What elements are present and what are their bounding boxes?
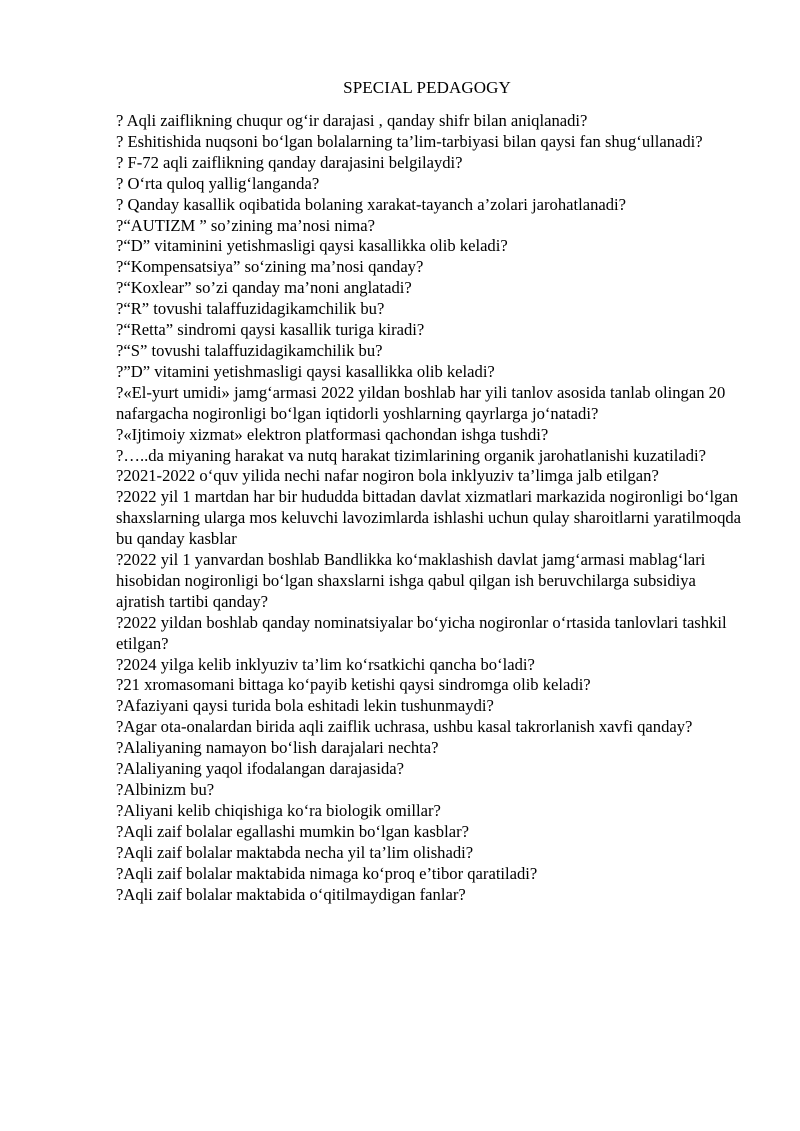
question-item: ?“Retta” sindromi qaysi kasallik turiga kiradi? [116, 320, 425, 340]
question-item: ?“D” vitaminini yetishmasligi qaysi kasallikka olib keladi? [116, 236, 508, 256]
question-item: ?2024 yilga kelib inklyuziv ta’lim ko‘rsatkichi qancha bo‘ladi? [116, 654, 535, 674]
question-list [116, 111, 742, 905]
question-item: ?2022 yildan boshlab qanday nominatsiyalar bo‘yicha nogironlar o‘rtasida tanlovlari tashkil etilgan? [116, 612, 727, 653]
question-item: ?Albinizm bu? [116, 780, 215, 799]
question-item: ?Alaliyaning yaqol ifodalangan darajasida? [116, 759, 404, 779]
question-item: ?2022 yil 1 martdan har bir hududda bittadan davlat xizmatlari markazida nogironligi bo‘lgan shaxslarning ularga mos keluvchi lavozimlarda ishlashi uchun qulay sharoitlarni yaratilmoqda bu qanday kasblar [116, 487, 742, 549]
question-item: ?«El-yurt umidi» jamg‘armasi 2022 yildan boshlab har yili tanlov asosida tanlab olingan 20 nafargacha nogironligi bo‘lgan iqtidorli yoshlarning qayrlarga jo‘natadi? [116, 382, 726, 423]
question-item: ?21 xromasomani bittaga ko‘payib ketishi qaysi sindromga olib keladi? [116, 675, 591, 695]
question-item: ? F-72 aqli zaiflikning qanday darajasini belgilaydi? [116, 152, 463, 172]
question-item: ? Eshitishida nuqsoni bo‘lgan bolalarning ta’lim-tarbiyasi bilan qaysi fan shug‘ullanadi? [116, 131, 703, 151]
question-item: ?Alaliyaning namayon bo‘lish darajalari nechta? [116, 738, 439, 758]
question-item: ?…..da miyaning harakat va nutq harakat tizimlarining organik jarohatlanishi kuzatiladi? [116, 445, 706, 465]
question-item: ? Aqli zaiflikning chuqur og‘ir darajasi , qanday shifr bilan aniqlanadi? [116, 111, 588, 130]
question-item: ?Agar ota-onalardan birida aqli zaiflik uchrasa, ushbu kasal takrorlanish xavfi qanday? [116, 717, 693, 737]
question-item: ?Aqli zaif bolalar maktabida nimaga ko‘proq e’tibor qaratiladi? [116, 863, 538, 883]
question-item: ?“AUTIZM ” so’zining ma’nosi nima? [116, 215, 375, 235]
question-item: ?Aqli zaif bolalar maktabida o‘qitilmaydigan fanlar? [116, 884, 466, 904]
question-item: ? Qanday kasallik oqibatida bolaning xarakat-tayanch a’zolari jarohatlanadi? [116, 194, 627, 214]
question-item: ?Afaziyani qaysi turida bola eshitadi lekin tushunmaydi? [116, 696, 494, 716]
page-title: SPECIAL PEDAGOGY [343, 78, 511, 97]
question-item: ?“R” tovushi talaffuzidagikamchilik bu? [116, 299, 385, 319]
question-item: ?“Koxlear” so’zi qanday ma’noni anglatadi? [116, 278, 412, 298]
question-item: ?2021-2022 o‘quv yilida nechi nafar nogiron bola inklyuziv ta’limga jalb etilgan? [116, 466, 659, 486]
question-item: ?Aliyani kelib chiqishiga ko‘ra biologik omillar? [116, 800, 441, 820]
question-item: ? O‘rta quloq yallig‘langanda? [116, 173, 320, 193]
question-item: ?”D” vitamini yetishmasligi qaysi kasallikka olib keladi? [116, 361, 495, 381]
question-item: ?“Kompensatsiya” so‘zining ma’nosi qanday? [116, 257, 424, 277]
question-item: ?“S” tovushi talaffuzidagikamchilik bu? [116, 340, 383, 360]
question-item: ?Aqli zaif bolalar maktabda necha yil ta’lim olishadi? [116, 842, 474, 862]
question-item: ?«Ijtimoiy xizmat» elektron platformasi qachondan ishga tushdi? [116, 424, 549, 444]
question-item: ?2022 yil 1 yanvardan boshlab Bandlikka ko‘maklashish davlat jamg‘armasi mablag‘lari hisobidan nogironligi bo‘lgan shaxslarni ishga qabul qilgan ish beruvchilarga subsidiya ajratish tartibi qanday? [116, 550, 706, 611]
question-item: ?Aqli zaif bolalar egallashi mumkin bo‘lgan kasblar? [116, 821, 469, 841]
